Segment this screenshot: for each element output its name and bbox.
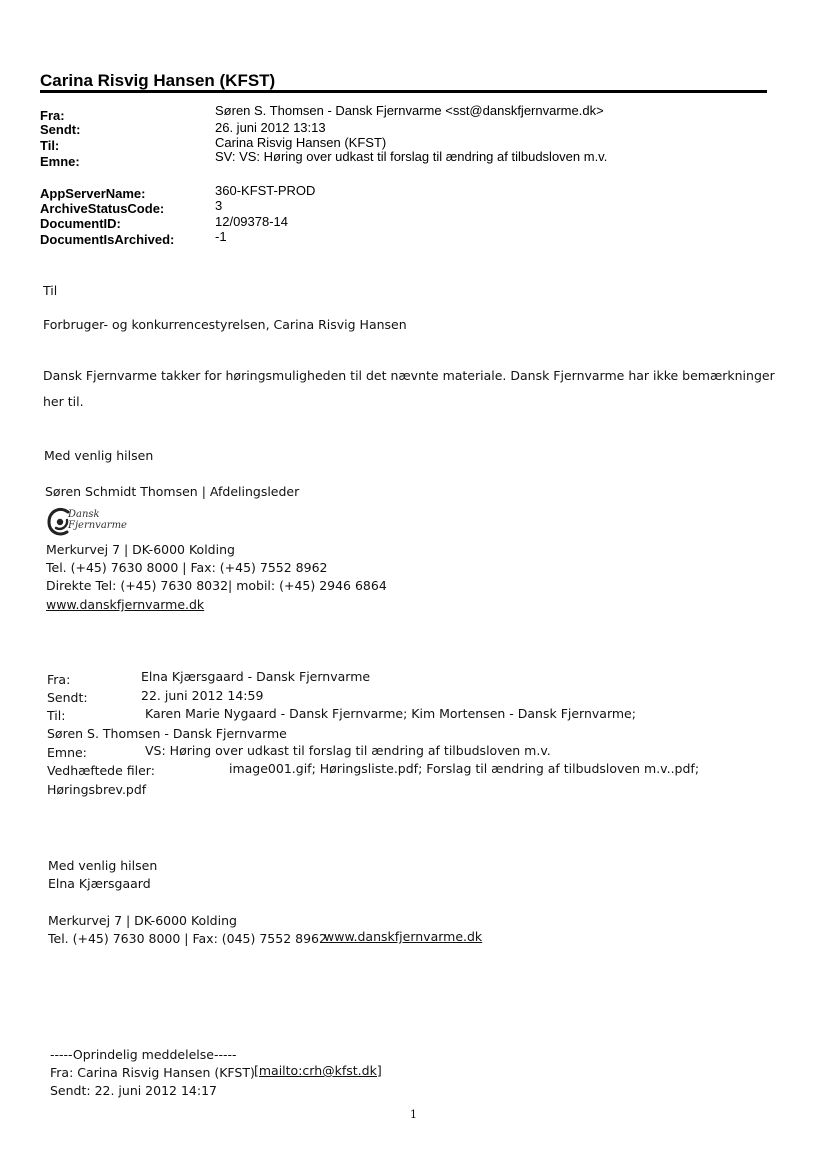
logo-line-1: Dansk [68,509,100,520]
header-til-value: Carina Risvig Hansen (KFST) [215,135,387,150]
meta-archive-value: 3 [215,198,223,213]
body-message-line1: Dansk Fjernvarme takker for høringsmuligheden til det nævnte materiale. Dansk Fjernvarme har ikke bemærkninger [43,368,775,383]
fwd-greeting: Med venlig hilsen [48,858,158,873]
meta-docid-label: DocumentID: [40,216,121,231]
meta-isarchived-label: DocumentIsArchived: [40,232,175,247]
fwd-til-cont: Søren S. Thomsen - Dansk Fjernvarme [47,726,287,741]
fwd-tel: Tel. (+45) 7630 8000 | Fax: (045) 7552 8962 [48,931,327,946]
body-signer: Søren Schmidt Thomsen | Afdelingsleder [45,484,300,499]
meta-docid-value: 12/09378-14 [215,214,289,229]
body-address: Merkurvej 7 | DK-6000 Kolding [46,542,235,557]
body-til: Til [43,283,58,298]
header-fra-label: Fra: [40,108,65,123]
logo-wordmark [68,509,127,531]
title-divider [40,90,767,93]
body-website-link[interactable]: www.danskfjernvarme.dk [46,597,205,612]
fwd-til-label: Til: [47,708,66,723]
body-tel: Tel. (+45) 7630 8000 | Fax: (+45) 7552 8962 [46,560,328,575]
fwd-til-value: Karen Marie Nygaard - Dansk Fjernvarme; Kim Mortensen - Dansk Fjernvarme; [145,706,636,721]
fwd-sendt-value: 22. juni 2012 14:59 [141,688,264,703]
header-til-label: Til: [40,138,60,153]
body-message-line2: her til. [43,394,84,409]
fwd-attach-label: Vedhæftede filer: [47,763,155,778]
body-direct: Direkte Tel: (+45) 7630 8032| mobil: (+45) 2946 6864 [46,578,387,593]
orig-fra: Fra: Carina Risvig Hansen (KFST) [50,1065,255,1080]
fwd-signer: Elna Kjærsgaard [48,876,151,891]
orig-separator: -----Oprindelig meddelelse----- [50,1047,237,1062]
fwd-website-link[interactable]: www.danskfjernvarme.dk [324,929,483,944]
meta-archive-label: ArchiveStatusCode: [40,201,165,216]
fwd-attach-cont: Høringsbrev.pdf [47,782,147,797]
body-recipient: Forbruger- og konkurrencestyrelsen, Carina Risvig Hansen [43,317,407,332]
fwd-sendt-label: Sendt: [47,690,88,705]
fwd-attach-value: image001.gif; Høringsliste.pdf; Forslag til ændring af tilbudsloven m.v..pdf; [229,761,700,776]
meta-isarchived-value: -1 [215,229,227,244]
fwd-emne-label: Emne: [47,745,87,760]
body-greeting: Med venlig hilsen [44,448,154,463]
orig-mailto-link[interactable]: [mailto:crh@kfst.dk] [254,1063,382,1078]
fwd-fra-label: Fra: [47,672,71,687]
fwd-emne-value: VS: Høring over udkast til forslag til ændring af tilbudsloven m.v. [145,743,551,758]
orig-sendt: Sendt: 22. juni 2012 14:17 [50,1083,217,1098]
logo-line-2: Fjernvarme [68,520,127,531]
header-fra-value: Søren S. Thomsen - Dansk Fjernvarme <sst@danskfjernvarme.dk> [215,103,604,118]
header-sendt-label: Sendt: [40,122,81,137]
header-emne-value: SV: VS: Høring over udkast til forslag til ændring af tilbudsloven m.v. [215,149,608,164]
fwd-fra-value: Elna Kjærsgaard - Dansk Fjernvarme [141,669,371,684]
document-title: Carina Risvig Hansen (KFST) [40,71,276,90]
meta-app-label: AppServerName: [40,186,146,201]
page-number: 1 [410,1108,417,1121]
meta-app-value: 360-KFST-PROD [215,183,316,198]
header-sendt-value: 26. juni 2012 13:13 [215,120,326,135]
fwd-address: Merkurvej 7 | DK-6000 Kolding [48,913,237,928]
header-emne-label: Emne: [40,154,80,169]
